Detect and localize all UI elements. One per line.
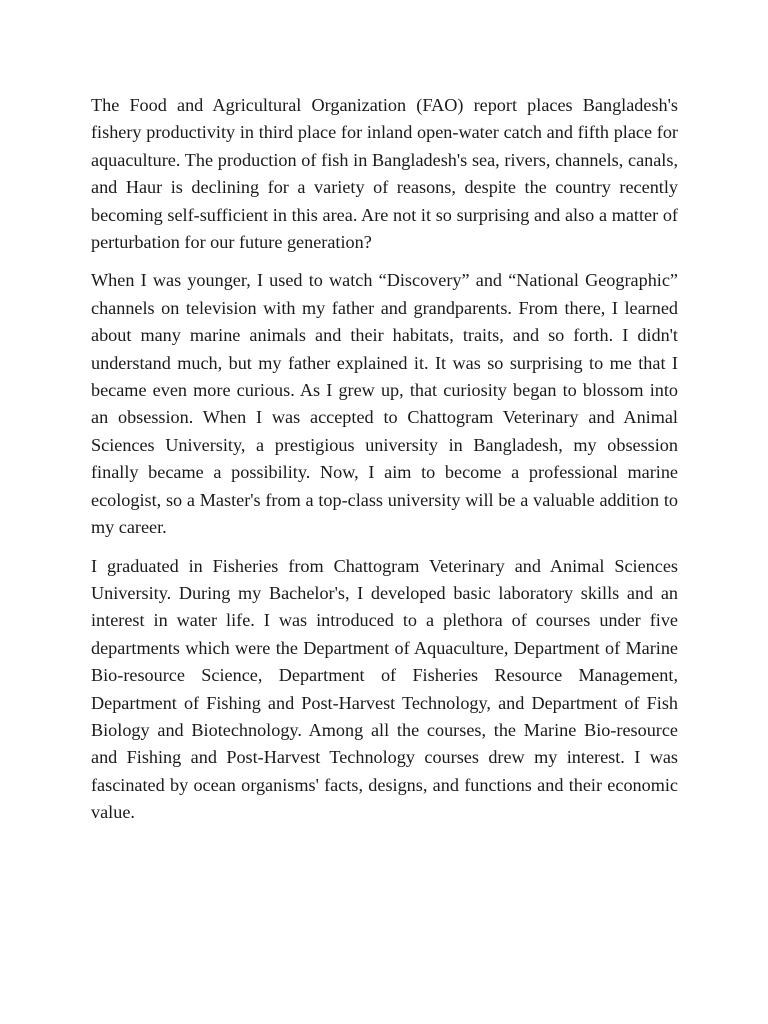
paragraph-childhood-curiosity: When I was younger, I used to watch “Discovery” and “National Geographic” channels on television with my father and grandparents. From there, I learned about many marine animals and their habitats, traits, and so forth. I didn't understand much, but my father explained it. It was so surprising to me that I became even more curious. As I grew up, that curiosity began to blossom into an obsession. When I was accepted to Chattogram Veterinary and Animal Sciences University, a prestigious university in Bangladesh, my obsession finally became a possibility. Now, I aim to become a professional marine ecologist, so a Master's from a top-class university will be a valuable addition to my career. <box>91 270 678 538</box>
paragraph-education: I graduated in Fisheries from Chattogram Veterinary and Animal Sciences University. During my Bachelor's, I developed basic laboratory skills and an interest in water life. I was introduced to a plethora of courses under five departments which were the Department of Aquaculture, Department of Marine Bio-resource Science, Department of Fisheries Resource Management, Department of Fishing and Post-Harvest Technology, and Department of Fish Biology and Biotechnology. Among all the courses, the Marine Bio-resource and Fishing and Post-Harvest Technology courses drew my interest. I was fascinated by ocean organisms' facts, designs, and functions and their economic value. <box>91 555 678 823</box>
paragraph-fao-report: The Food and Agricultural Organization (FAO) report places Bangladesh's fishery productivity in third place for inland open-water catch and fifth place for aquaculture. The production of fish in Bangladesh's sea, rivers, channels, canals, and Haur is declining for a variety of reasons, despite the country recently becoming self-sufficient in this area. Are not it so surprising and also a matter of perturbation for our future generation? <box>91 95 678 253</box>
document-body <box>91 92 678 838</box>
